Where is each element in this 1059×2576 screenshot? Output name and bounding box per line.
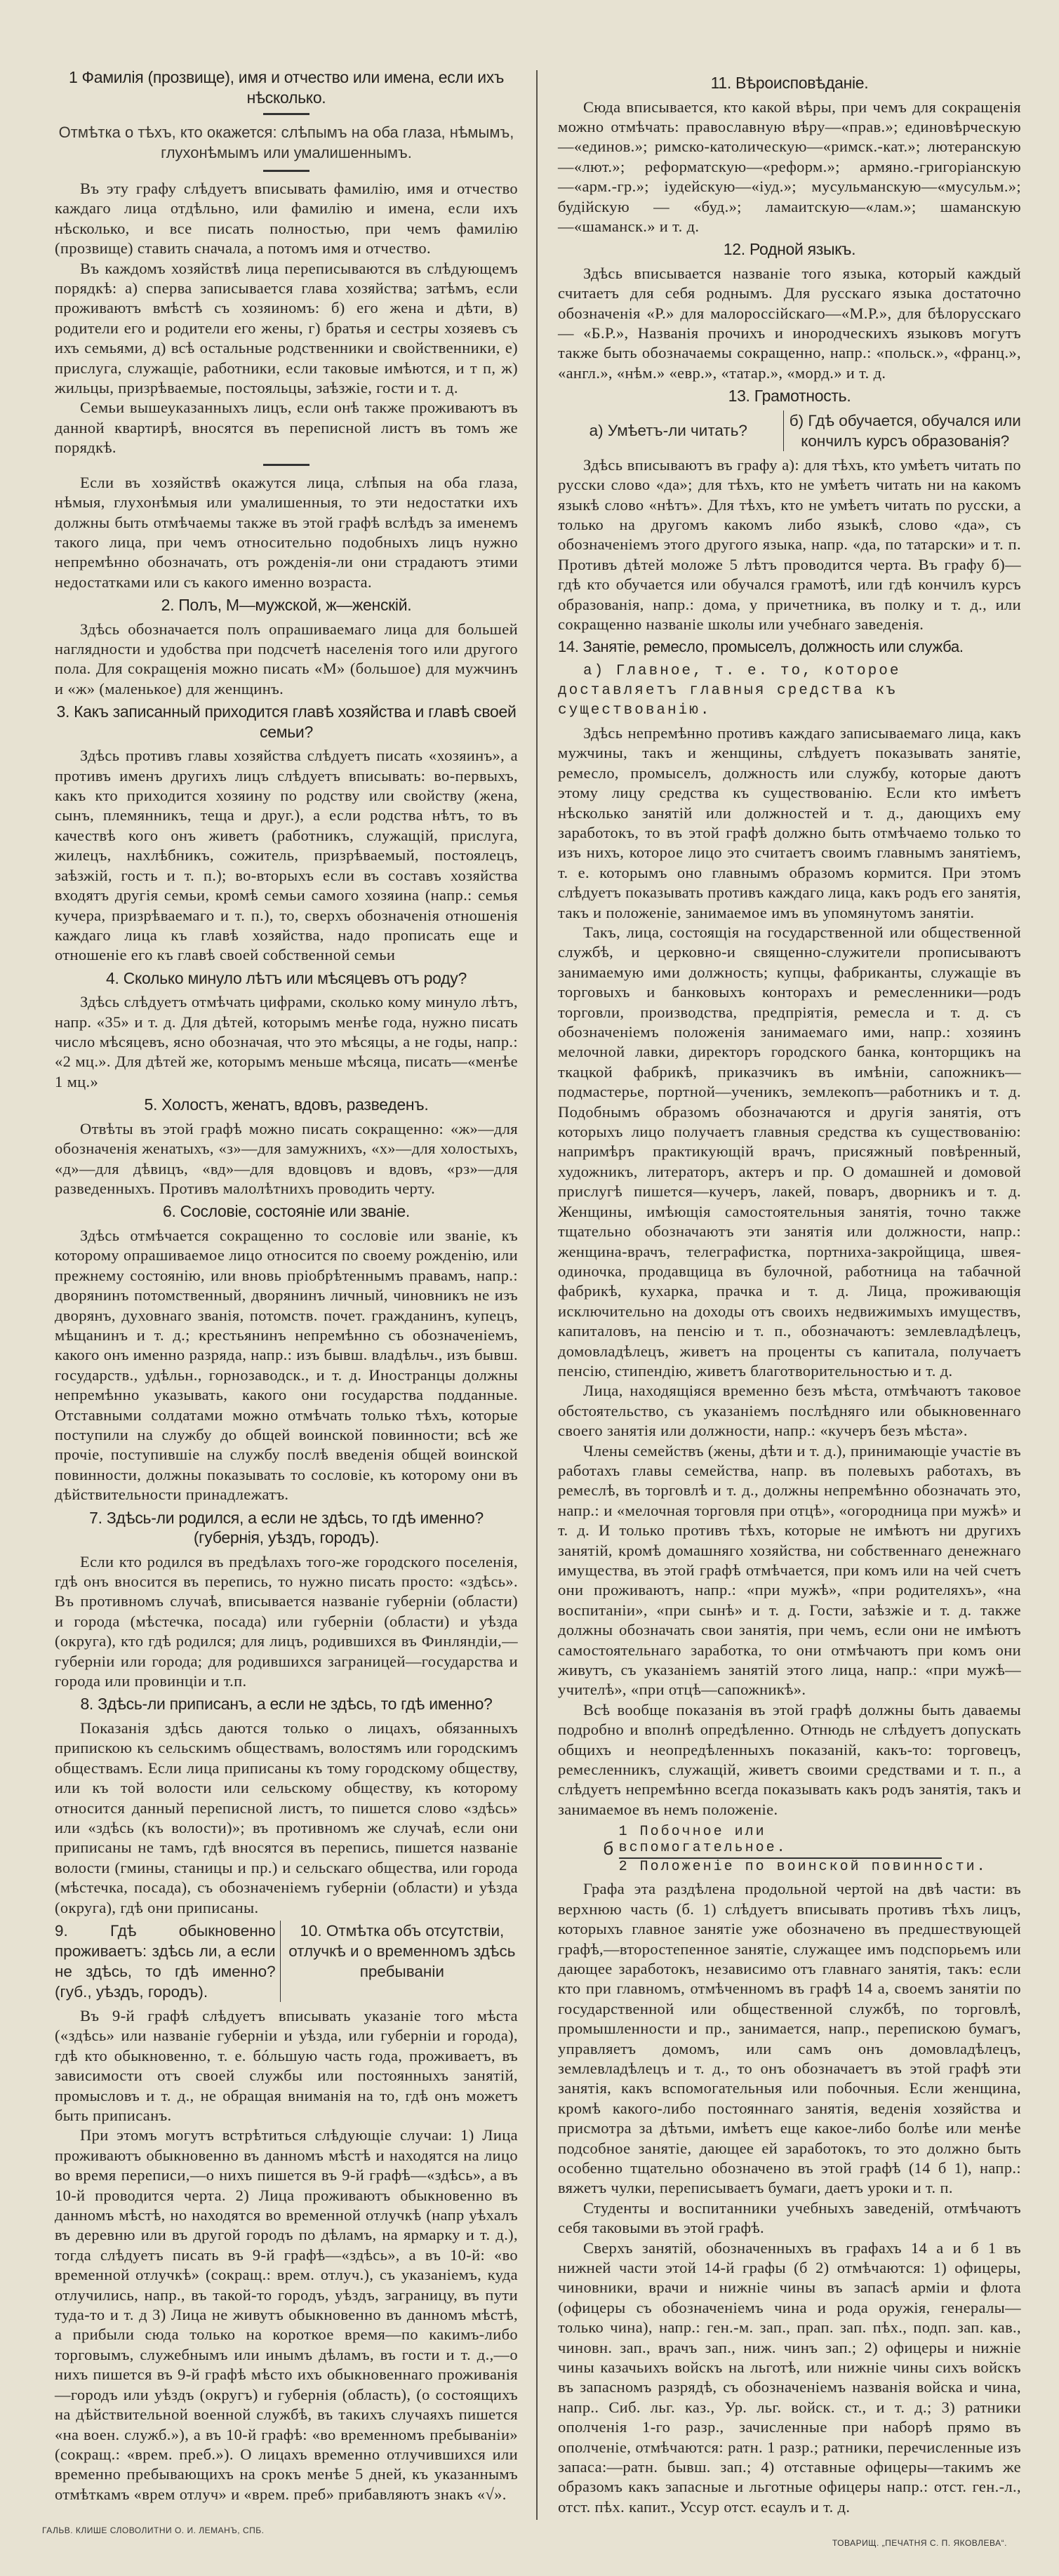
paragraph: Члены семействъ (жены, дѣти и т. д.), принимающіе участіе въ работахъ главы семейства, напр. въ полевыхъ работахъ, въ ремеслѣ, въ торговлѣ и т. д., должны непремѣнно обозначать это, напр.: и «мелочная торговля при отцѣ», «огородница при мужѣ» и т. д. И только противъ тѣхъ, которые не имѣютъ ни другихъ занятій, кромѣ домашняго хозяйства, ни собственнаго денежнаго имущества, въ этой графѣ отмѣчается, при комъ или на чей счетъ они проживаютъ, напр.: «при мужѣ», «при родителяхъ», «на воспитаніи», «при сынѣ» и т. д. Гости, заѣзжіе и т. д. также должны обозначать свои занятія, при чемъ, если они не имѣютъ самостоятельнаго заработка, то они отмѣчаютъ при комъ они живутъ, съ указаніемъ занятій этого лица, напр.: «при мужѣ—учителѣ», «при отцѣ—сапожникѣ». <box>558 1441 1021 1699</box>
paragraph: Здѣсь вписывается названіе того языка, который каждый считаетъ для себя роднымъ. Для русскаго языка достаточно обозначенія «Р.» для малороссійскаго—«М.Р.», для бѣлорусскаго — «Б.Р.», Названія прочихъ и инородческихъ языковъ могутъ также быть обозначаемы сокращенно, напр.: «польск.», «франц.», «англ.», «нѣм.» «евр.», «татар.», «морд.» и т. д. <box>558 264 1021 382</box>
section-heading: 2. Полъ, М—мужской, ж—женскій. <box>161 596 412 615</box>
paragraph: Если въ хозяйствѣ окажутся лица, слѣпыя на оба глаза, нѣмыя, глухонѣмыя или умалишенныя, то эти недостатки ихъ должны быть отмѣчаемы также въ этой графѣ вслѣдъ за именемъ такого лица, при чемъ относительно подобныхъ лицъ нужно непремѣнно обозначать, отъ рожденія-ли они страдаютъ этими недостатками или съ какого именно возраста. <box>55 473 518 591</box>
paragraph: Всѣ вообще показанія въ этой графѣ должны быть даваемы подробно и вполнѣ опредѣленно. Отнюдь не слѣдуетъ допускать общихъ и неопредѣленныхъ показаній, какъ-то: торговецъ, ремесленникъ, служащій, живетъ своими средствами и т. п., а слѣдуетъ непремѣнно всегда показывать какъ родъ занятія, такъ и занимаемое въ немъ положеніе. <box>558 1700 1021 1818</box>
fraction-bottom: 2 Положеніе по воинской повинности. <box>618 1859 987 1876</box>
paragraph: Здѣсь противъ главы хозяйства слѣдуетъ писать «хозяинъ», а противъ именъ другихъ лицъ слѣдуетъ вписывать: во-первыхъ, какъ кто приходится хозяину по родству или свойству (жена, сынъ, племянникъ, теща и друг.), а если родства нѣтъ, то въ качествѣ кого онъ живетъ (работникъ, служащій, прислуга, жилецъ, нахлѣбникъ, сожитель, призрѣваемый, постоялецъ, заѣзжій, гость и т. п.); во-вторыхъ если въ составъ хозяйства входятъ другія семьи, кромѣ семьи самого хозяина (напр.: семья кучера, призрѣваемаго и т. п.), то, сверхъ обозначенія отношенія каждаго лица къ главѣ хозяйства, надо прописать еще и отношеніе его къ главѣ своей собственной семьи <box>55 747 518 964</box>
paragraph: Здѣсь непремѣнно противъ каждаго записываемаго лица, какъ мужчины, такъ и женщины, слѣдуетъ показывать занятіе, ремесло, промыселъ, должность или службу, которые даютъ этому лицу средства къ существованію. Если кто имѣетъ нѣсколько занятій или должностей и т. д., дающихъ ему заработокъ, то въ этой графѣ должно быть отмѣчаемо только то изъ нихъ, которое лицо это считаетъ своимъ главнымъ занятіемъ, т. е. которымъ оно главнымъ образомъ кормится. При этомъ слѣдуетъ показывать противъ каждаго лица, какъ родъ его занятія, такъ и положеніе, занимаемое имъ въ упомянутомъ занятіи. <box>558 723 1021 921</box>
divider-rule <box>263 464 309 466</box>
section-heading: 13. Грамотность. <box>728 387 851 406</box>
paragraph: При этомъ могутъ встрѣтиться слѣдующіе случаи: 1) Лица проживаютъ обыкновенно въ данномъ мѣстѣ и находятся на лицо во время переписи,—о нихъ пишется въ 9-й графѣ—«здѣсь», а въ 10-й проводится черта. 2) Лица проживаютъ обыкновенно въ данномъ мѣстѣ, но находятся во временной отлучкѣ (напр уѣхалъ въ деревню или въ другой городъ по дѣламъ, на ярмарку и т. д.), тогда слѣдуетъ писать въ 9-й графѣ—«здѣсь», а въ 10-й: «во временной отлучкѣ» (сокращ.: врем. отлуч.), съ указаніемъ, куда отлучились, напр., въ такой-то городъ, уѣздъ, заграницу, въ пути туда-то и т. д 3) Лица не живутъ обыкновенно въ данномъ мѣстѣ, а прибыли сюда только на короткое время—по какимъ-либо торговымъ, служебнымъ или инымъ дѣламъ, въ гости и т. д.,—о нихъ пишется въ 9-й графѣ мѣсто ихъ обыкновеннаго проживанія—городъ или уѣздъ (округъ) и губернія (область), (о состоящихъ на дѣйствительной военной службѣ, въ такихъ случаяхъ пишется «на воен. служб.»), а въ 10-й графѣ: «во временномъ пребываніи» (сокращ.: «врем. преб.»). О лицахъ временно отлучившихся или временно пребывающихъ на срокъ менѣе 5 дней, къ указаннымъ отмѣткамъ «врем отлуч» и «врем. преб» прибавляютъ знакъ «√». <box>55 2126 518 2503</box>
fraction-top: 1 Побочное или вспомогательное. <box>619 1824 942 1859</box>
fraction-letter: б <box>603 1838 616 1860</box>
paragraph: Семьи вышеуказанныхъ лицъ, если онѣ также проживаютъ въ данной квартирѣ, вносятся въ переписной листъ въ томъ же порядкѣ. <box>55 399 518 457</box>
paragraph: Студенты и воспитанники учебныхъ заведеній, отмѣчаютъ себя таковыми въ этой графѣ. <box>558 2198 1021 2237</box>
subsection-heading: а) Главное, т. е. то, которое доставляетъ главныя средства къ существованію. <box>558 662 901 719</box>
paragraph: Здѣсь вписываютъ въ графу а): для тѣхъ, кто умѣетъ читать по русски слово «да»; для тѣхъ, кто не умѣетъ читать ни на какомъ языкѣ слово «нѣтъ». Для тѣхъ, кто не умѣетъ читать по русски, а только на другомъ какомъ либо языкѣ, слово «да», съ обозначеніемъ этого другого языка, напр. «да, по татарски» и т. п. Противъ дѣтей моложе 5 лѣтъ проводится черта. Въ графу б)—гдѣ кто обучается или обучался грамотѣ, или гдѣ кончилъ курсъ образованія, напр.: дома, у причетника, въ полку и т. д., или сокращенно названіе школы или учебнаго заведенія. <box>558 455 1021 634</box>
paragraph: Здѣсь обозначается полъ опрашиваемаго лица для большей наглядности и удобства при подсчетѣ населенія того или другого пола. Для сокращенія можно писать «М» (большое) для мужчинъ и «ж» (маленькое) для женщинъ. <box>55 620 518 698</box>
section-heading: 11. Вѣроисповѣданіе. <box>710 74 869 92</box>
split-heading-right: 10. Отмѣтка объ отсутствіи, отлучкѣ и о временномъ здѣсь пребываніи <box>288 1921 516 1980</box>
paragraph: Показанія здѣсь даются только о лицахъ, обязанныхъ припискою къ сельскимъ обществамъ, волостямъ или городскимъ обществамъ. Если лица приписаны къ тому городскому обществу, или къ той волости или сельскому обществу, къ которому относится данный переписной листъ, то пишется слово «здѣсь» или «здѣсь (къ волости)»; въ противномъ же случаѣ, если они приписаны не тамъ, гдѣ вносятся въ перепись, пишется названіе волости (гмины, станицы и пр.) и сельскаго общества, или города (мѣстечка, посада), съ обозначеніемъ губерніи (области) и уѣзда (округа), гдѣ они приписаны. <box>55 1719 518 1916</box>
section-heading: 12. Родной языкъ. <box>723 240 856 259</box>
paragraph: Въ 9-й графѣ слѣдуетъ вписывать указаніе того мѣста («здѣсь» или названіе губерніи и уѣзда, или губерніи и города), гдѣ кто обыкновенно, т. е. бóльшую часть года, проживаетъ, въ зависимости отъ своей службы или постоянныхъ занятій, промысловъ и т. д., не обращая вниманія на то, гдѣ онъ можетъ быть приписанъ. <box>55 2006 518 2124</box>
split-heading-left: а) Умѣетъ-ли читать? <box>558 411 784 451</box>
printer-imprint-left: ГАЛЬВ. КЛИШЕ СЛОВОЛИТНИ О. И. ЛЕМАНЪ, СПБ. <box>42 2525 265 2536</box>
split-heading <box>558 411 1021 451</box>
paragraph: Въ каждомъ хозяйствѣ лица переписываются въ слѣдующемъ порядкѣ: а) сперва записывается глава хозяйства; затѣмъ, если проживаютъ вмѣстѣ съ хозяиномъ: б) его жена и дѣти, в) родители его и родители его жены, г) братья и сестры хозяевъ съ ихъ семьями, д) всѣ остальные родственники и свойственники, е) прислуга, служащіе, работники, если таковые имѣются, и т п, ж) жильцы, призрѣваемые, постояльцы, заѣзжіе, гости и т. д. <box>55 259 518 397</box>
paragraph: Сюда вписывается, кто какой вѣры, при чемъ для сокращенія можно отмѣчать: православную вѣру—«прав.»; единовѣрческую—«единов.»; римско-католическую—«римск.-кат.»; лютеранскую—«лют.»; реформатскую—«реформ.»; армяно.-григоріанскую—«арм.-гр.»; іудейскую—«іуд.»; мусульманскую—«мусульм.»; будійскую — «буд.»; ламаитскую—«лам.»; шаманскую—«шаманск.» и т. д. <box>558 98 1021 235</box>
section-heading: 6. Сословіе, состояніе или званіе. <box>162 1202 410 1221</box>
right-column <box>558 70 1021 2548</box>
paragraph: Здѣсь отмѣчается сокращенно то сословіе или званіе, къ которому опрашиваемое лицо относится по своему рожденію, или прежнему состоянію, или вновь пріобрѣтеннымъ правамъ, напр.: дворянинъ потомственный, дворянинъ личный, чиновникъ не изъ дворянъ, духовнаго званія, потомств. почет. гражданинъ, купецъ, мѣщанинъ и т. д.; крестьянинъ непремѣнно съ обозначеніемъ, какого онъ именно разряда, напр.: изъ бывш. владѣльч., изъ бывш. государств., удѣльн., горнозаводск., и т. д. Иностранцы должны непремѣнно указывать, какого они государства подданные. Отставными солдатами можно отмѣчать только тѣхъ, которые поступили на службу до общей воинской повинности; всѣ же прочіе, поступившіе на службу послѣ введенія общей воинской повинности, должны показывать то сословіе, къ которому они въ дѣйствительности принадлежатъ. <box>55 1226 518 1504</box>
paragraph: Если кто родился въ предѣлахъ того-же городского поселенія, гдѣ онъ вносится въ перепись, то нужно писать просто: «здѣсь». Въ противномъ случаѣ, вписывается названіе губерніи (области) и города (мѣстечка, посада) или губерніи (области) и уѣзда (округа), кто гдѣ родился; для лицъ, родившихся въ Финляндіи,—губерніи или города; для родившихся заграницей—государства и города или провинціи и т.п. <box>55 1552 518 1690</box>
split-heading-left: 9. Гдѣ обыкновенно проживаетъ: здѣсь ли, а если не здѣсь, то гдѣ именно? (губ., уѣздъ, городъ). <box>55 1921 281 2002</box>
paragraph: Здѣсь слѣдуетъ отмѣчать цифрами, сколько кому минуло лѣтъ, напр. «35» и т. д. Для дѣтей, которымъ менѣе года, нужно писать число мѣсяцевъ, ясно обозначая, что это мѣсяцы, а не годы, напр.: «2 мц.». Для дѣтей же, которымъ меньше мѣсяца, писать—«менѣе 1 мц.» <box>55 993 518 1090</box>
paragraph: Лица, находящіяся временно безъ мѣста, отмѣчаютъ таковое обстоятельство, съ указаніемъ послѣдняго или обыкновеннаго своего занятія или должности, напр.: «кучеръ безъ мѣста». <box>558 1382 1021 1440</box>
section-heading: 7. Здѣсь-ли родился, а если не здѣсь, то гдѣ именно? (губернія, уѣздъ, городъ). <box>89 1508 484 1547</box>
paragraph: Въ эту графу слѣдуетъ вписывать фамилію, имя и отчество каждаго лица отдѣльно, или фамилію и имена, если ихъ нѣсколько, и все писать полностью, при чемъ фамилію (прозвище) ставить сначала, а потомъ имя и отчество. <box>55 180 518 258</box>
section-heading: 4. Сколько минуло лѣтъ или мѣсяцевъ отъ роду? <box>106 968 467 987</box>
divider-rule <box>263 113 309 115</box>
section-heading: 14. Занятіе, ремесло, промыселъ, должность или служба. <box>558 638 964 656</box>
section-heading: 5. Холостъ, женатъ, вдовъ, разведенъ. <box>144 1095 429 1114</box>
split-heading <box>55 1921 518 2002</box>
printer-imprint-right: ТОВАРИЩ. „ПЕЧАТНЯ С. П. ЯКОВЛЕВА“. <box>832 2538 1007 2549</box>
split-heading-right: б) Гдѣ обучается, обучался или кончилъ курсъ образованія? <box>789 411 1021 450</box>
fraction-heading <box>558 1824 1021 1875</box>
fraction-stack <box>619 1824 987 1875</box>
column-divider-rule <box>536 70 538 2520</box>
section-heading: 8. Здѣсь-ли приписанъ, а если не здѣсь, то гдѣ именно? <box>80 1695 493 1714</box>
left-column <box>42 65 518 2536</box>
section-subheading: Отмѣтка о тѣхъ, кто окажется: слѣпымъ на оба глаза, нѣмымъ, глухонѣмымъ или умалишеннымъ. <box>58 124 514 161</box>
paragraph: Отвѣты въ этой графѣ можно писать сокращенно: «ж»—для обозначенія женатыхъ, «з»—для замужнихъ, «х»—для холостыхъ, «д»—для дѣвицъ, «вд»—для вдовцовъ и вдовъ, «рз»—для разведенныхъ. Противъ малолѣтнихъ проводить черту. <box>55 1119 518 1197</box>
section-heading: 1 Фамилія (прозвище), имя и отчество или имена, если ихъ нѣсколько. <box>68 68 505 107</box>
section-heading: 3. Какъ записанный приходится главѣ хозяйства и главѣ своей семьи? <box>56 702 517 741</box>
paragraph: Такъ, лица, состоящія на государственной или общественной службѣ, и церковно-и священно-служители прописываютъ занимаемую ими должность; купцы, фабриканты, служащіе въ торговыхъ и банковыхъ конторахъ и ремесленники—родъ торговли, производства, предпріятія, ремесла и т. д. съ обозначеніемъ положенія занимаемаго ими, напр.: хозяинъ мелочной лавки, директоръ городского банка, конторщикъ на ткацкой фабрикѣ, приказчикъ въ имѣніи, сапожникъ—подмастерье, портной—ученикъ, землекопъ—работникъ и т. д. Подобнымъ образомъ обозначаются и другія занятія, отъ которыхъ лицо получаетъ главныя средства къ существованію: напримѣръ практикующій врачъ, присяжный повѣренный, художникъ, литераторъ, актеръ и пр. О домашней и домовой прислугѣ пишется—кучеръ, лакей, поваръ, дворникъ и т. д. Женщины, имѣющія самостоятельныя занятія, точно также тщательно обозначаютъ эти занятія или должности, напр.: женщина-врачъ, телеграфистка, портниха-закройщица, швея-одиночка, продавщица въ булочной, работница на табачной фабрикѣ, кухарка, прачка и т. д. Лица, проживающія исключительно на доходы отъ своихъ недвижимыхъ имуществъ, капиталовъ, на пенсію и т. п., обозначаютъ: землевладѣлецъ, домовладѣлецъ, живетъ на проценты съ капитала, получаетъ пенсію, стипендію, живетъ благотворительностью и т. д. <box>558 923 1021 1380</box>
divider-rule <box>263 170 309 172</box>
paragraph: Графа эта раздѣлена продольной чертой на двѣ части: въ верхнюю часть (б. 1) слѣдуетъ вписывать противъ тѣхъ лицъ, которыхъ главное занятіе уже обозначено въ предшествующей графѣ,—второстепенное занятіе, служащее имъ подспорьемъ или дающее заработокъ, независимо отъ главнаго занятія, такъ: если кто при главномъ, отмѣченномъ въ графѣ 14 а, своемъ занятіи по государственной или общественной службѣ, по торговлѣ, промышленности и пр., занимается, напр., перепискою бумагъ, управляетъ домомъ, или самъ онъ домовладѣлецъ, землевладѣлецъ и т. д., то онъ обозначаетъ въ этой графѣ эти занятія, какъ вспомогательныя или побочныя. Если женщина, кромѣ какого-либо постояннаго занятія, веденія хозяйства и присмотра за дѣтьми, имѣетъ еще какое-либо болѣе или менѣе подсобное занятіе, дающее ей заработокъ, то это должно быть особенно тщательно обозначено въ этой графѣ (14 б 1), напр.: вяжетъ чулки, переписываетъ бумаги, даетъ уроки и т. п. <box>558 1880 1021 2197</box>
paragraph: Сверхъ занятій, обозначенныхъ въ графахъ 14 а и б 1 въ нижней части этой 14-й графы (б 2) отмѣчаются: 1) офицеры, чиновники, врачи и нижніе чины въ запасѣ арміи и флота (офицеры съ обозначеніемъ чина и рода оружія, генералы—только чина), напр.: ген.-м. зап., прап. зап. пѣх., подп. зап. кав., чиновн. зап., врачъ зап., ниж. чинъ зап.; 2) офицеры и нижніе чины казачьихъ войскъ на льготѣ, или нижніе чины сихъ войскъ въ запасномъ разрядѣ, съ обозначеніемъ названія войска и чина, напр.. Сиб. льг. каз., Ур. льг. войск. ст., и т. д.; 3) ратники ополченія 1-го разр., зачисленные при наборѣ прямо въ ополченіе, отмѣчаются: ратн. 1 разр.; ратники, перечисленные изъ запаса:—ратн. бывш. зап.; 4) отставные офицеры—такимъ же образомъ какъ запасные и льготные офицеры напр.: отст. ген.-л., отст. пѣх. капит., Уссур отст. есаулъ и т. д. <box>558 2238 1021 2516</box>
